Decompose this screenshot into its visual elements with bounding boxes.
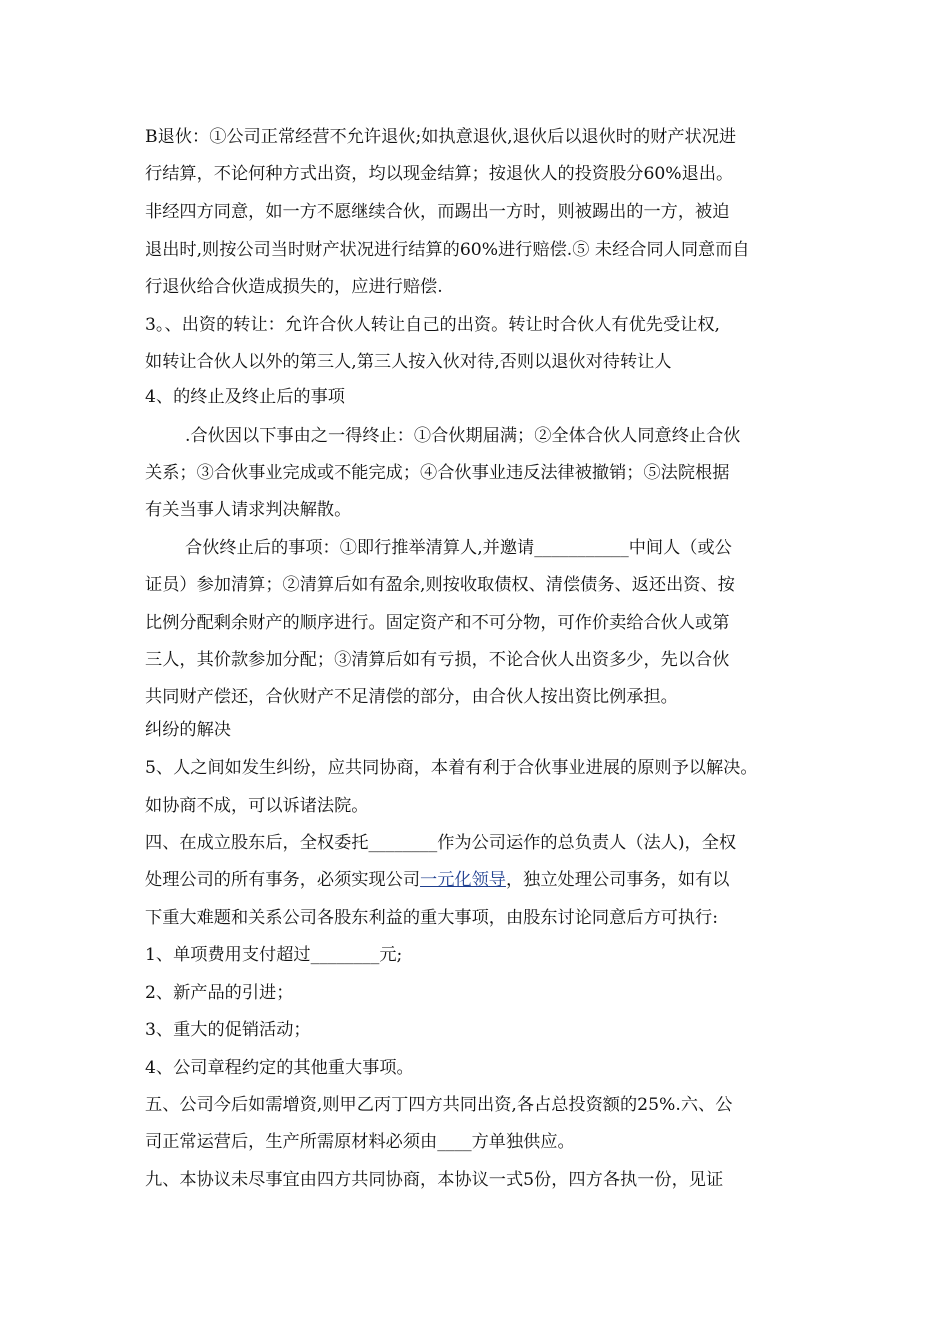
paragraph-line: 合伙终止后的事项：①即行推举清算人,并邀请___________中间人（或公 bbox=[185, 538, 732, 558]
paragraph-line: 关系；③合伙事业完成或不能完成；④合伙事业违反法律被撤销；⑤法院根据 bbox=[145, 463, 730, 483]
section-heading: 4、的终止及终止后的事项 bbox=[145, 387, 345, 407]
paragraph-line: 5、人之间如发生纠纷，应共同协商，本着有利于合伙事业进展的原则予以解决。 bbox=[145, 758, 758, 778]
list-item: 1、单项费用支付超过________元; bbox=[145, 945, 403, 965]
paragraph-line: 行结算，不论何种方式出资，均以现金结算；按退伙人的投资股分60%退出。 bbox=[145, 164, 734, 184]
paragraph-line: 行退伙给合伙造成损失的，应进行赔偿. bbox=[145, 277, 443, 297]
paragraph-line: .合伙因以下事由之一得终止：①合伙期届满；②全体合伙人同意终止合伙 bbox=[185, 426, 741, 446]
paragraph-line: 有关当事人请求判决解散。 bbox=[145, 500, 352, 520]
list-item: 4、公司章程约定的其他重大事项。 bbox=[145, 1058, 414, 1078]
paragraph-line: 比例分配剩余财产的顺序进行。固定资产和不可分物，可作价卖给合伙人或第 bbox=[145, 613, 730, 633]
unified-leadership-link[interactable]: 一元化领导 bbox=[420, 870, 506, 890]
paragraph-line: 非经四方同意，如一方不愿继续合伙，而踢出一方时，则被踢出的一方，被迫 bbox=[145, 202, 730, 222]
paragraph-line: 九、本协议未尽事宜由四方共同协商，本协议一式5份，四方各执一份，见证 bbox=[145, 1170, 724, 1190]
paragraph-line: 三人，其价款参加分配；③清算后如有亏损，不论合伙人出资多少，先以合伙 bbox=[145, 650, 730, 670]
paragraph-line: 证员）参加清算；②清算后如有盈余,则按收取债权、清偿债务、返还出资、按 bbox=[145, 575, 735, 595]
paragraph-line: 四、在成立股东后，全权委托________作为公司运作的总负责人（法人)，全权 bbox=[145, 833, 737, 853]
paragraph-line: 共同财产偿还，合伙财产不足清偿的部分，由合伙人按出资比例承担。 bbox=[145, 687, 678, 707]
paragraph-line: 五、公司今后如需增资,则甲乙丙丁四方共同出资,各占总投资额的25%.六、公 bbox=[145, 1095, 733, 1115]
list-item: 2、新产品的引进； bbox=[145, 983, 294, 1003]
section-heading: 纠纷的解决 bbox=[145, 720, 231, 740]
paragraph-line: 如转让合伙人以外的第三人,第三人按入伙对待,否则以退伙对待转让人 bbox=[145, 352, 672, 372]
paragraph-line: 退出时,则按公司当时财产状况进行结算的60%进行赔偿.⑤ 未经合同人同意而自 bbox=[145, 240, 750, 260]
paragraph-line: 如协商不成，可以诉诸法院。 bbox=[145, 796, 369, 816]
paragraph-line: 司正常运营后，生产所需原材料必须由____方单独供应。 bbox=[145, 1132, 575, 1152]
paragraph-line: 下重大难题和关系公司各股东利益的重大事项，由股东讨论同意后方可执行: bbox=[145, 908, 718, 928]
paragraph-text: 处理公司的所有事务，必须实现公司 bbox=[145, 870, 421, 890]
list-item: 3、重大的促销活动； bbox=[145, 1020, 311, 1040]
paragraph-line: B退伙：①公司正常经营不允许退伙;如执意退伙,退伙后以退伙时的财产状况进 bbox=[145, 127, 737, 147]
paragraph-line bbox=[145, 869, 729, 891]
paragraph-line: 3。、出资的转让：允许合伙人转让自己的出资。转让时合伙人有优先受让权, bbox=[145, 315, 720, 335]
paragraph-text: ，独立处理公司事务，如有以 bbox=[505, 870, 730, 890]
